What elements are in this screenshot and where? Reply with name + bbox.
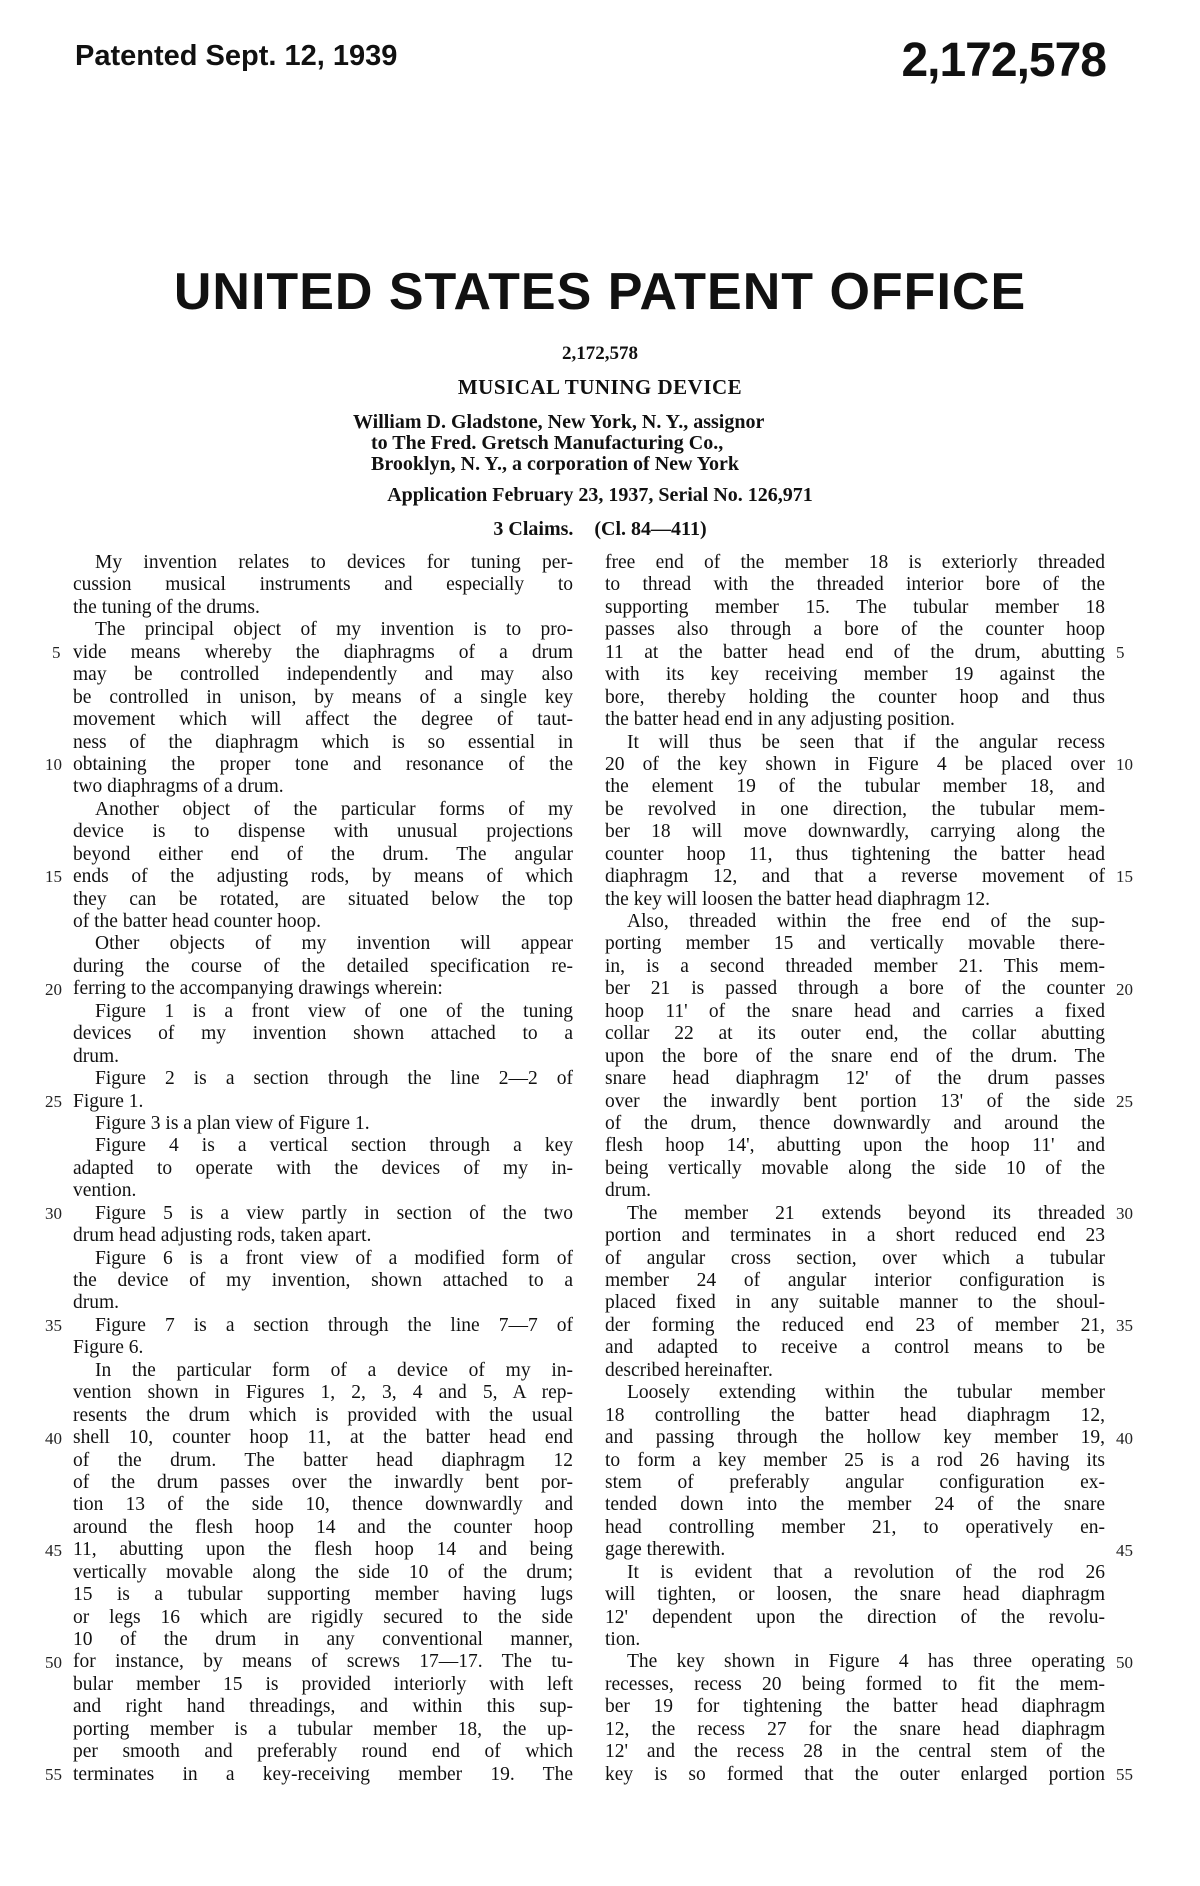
text-line: be controlled in unison, by means of a single key <box>73 686 573 708</box>
text-line: In the particular form of a device of my in- <box>95 1359 573 1381</box>
claims-line <box>0 518 1200 541</box>
line-number-right: 25 <box>1116 1091 1133 1111</box>
line-number-left: 25 <box>45 1091 62 1111</box>
inventor-block <box>353 412 764 475</box>
text-line: with its key receiving member 19 against the <box>605 664 1105 686</box>
text-line: Also, threaded within the free end of the sup- <box>627 911 1105 932</box>
text-line: Other objects of my invention will appear <box>95 933 573 955</box>
right-column <box>605 552 1105 1786</box>
text-line: the element 19 of the tubular member 18, and <box>605 776 1105 798</box>
text-line: 12, the recess 27 for the snare head diaphragm <box>605 1718 1105 1740</box>
text-line: and adapted to receive a control means to be <box>605 1337 1105 1359</box>
text-line: during the course of the detailed specification re- <box>73 955 573 977</box>
text-line: free end of the member 18 is exteriorly threaded <box>605 552 1105 573</box>
text-line: Figure 1. <box>73 1090 144 1112</box>
text-line: head controlling member 21, to operatively en- <box>605 1516 1105 1538</box>
text-line: tion. <box>605 1629 641 1650</box>
text-line: Figure 4 is a vertical section through a key <box>95 1135 573 1157</box>
text-line: the tuning of the drums. <box>73 596 260 618</box>
text-line: snare head diaphragm 12' of the drum passes <box>605 1068 1105 1090</box>
text-line: of the drum, thence downwardly and around the <box>605 1112 1105 1134</box>
classification: (Cl. 84—411) <box>594 518 707 540</box>
text-line: recesses, recess 20 being formed to fit the mem- <box>605 1673 1105 1695</box>
text-line: ferring to the accompanying drawings wherein: <box>73 978 443 1000</box>
text-line: cussion musical instruments and especially to <box>73 574 573 596</box>
text-line: to thread with the threaded interior bore of the <box>605 574 1105 596</box>
patented-date: Patented Sept. 12, 1939 <box>75 40 398 72</box>
text-line: of the batter head counter hoop. <box>73 911 321 932</box>
text-line: for instance, by means of screws 17—17. The tu- <box>73 1651 573 1673</box>
patent-number: 2,172,578 <box>562 343 638 364</box>
text-line: ness of the diaphragm which is so essential in <box>73 731 573 753</box>
text-line: The member 21 extends beyond its threaded <box>627 1202 1105 1224</box>
text-line: stem of preferably angular configuration ex- <box>605 1471 1105 1493</box>
text-line: 18 controlling the batter head diaphragm 12, <box>605 1404 1105 1426</box>
line-number-right: 30 <box>1116 1204 1133 1224</box>
text-line: ber 18 will move downwardly, carrying along the <box>605 821 1105 843</box>
text-line: der forming the reduced end 23 of member 21, <box>605 1314 1105 1336</box>
line-number-left: 30 <box>45 1204 62 1224</box>
text-line: beyond either end of the drum. The angular <box>73 843 573 865</box>
text-line: resents the drum which is provided with the usual <box>73 1404 573 1426</box>
text-line: Figure 6 is a front view of a modified form of <box>95 1247 573 1269</box>
text-line: passes also through a bore of the counter hoop <box>605 619 1105 641</box>
inventor-line: William D. Gladstone, New York, N. Y., assignor <box>353 411 765 433</box>
text-line: ends of the adjusting rods, by means of which <box>73 866 573 888</box>
line-number-right: 15 <box>1116 867 1133 887</box>
text-line: Figure 6. <box>73 1337 144 1359</box>
text-line: Figure 3 is a plan view of Figure 1. <box>95 1112 370 1134</box>
text-line: member 24 of angular interior configuration is <box>605 1270 1105 1291</box>
text-line: two diaphragms of a drum. <box>73 776 284 798</box>
text-line: vide means whereby the diaphragms of a drum <box>73 641 573 663</box>
text-line: drum. <box>73 1045 120 1067</box>
text-line: Figure 5 is a view partly in section of the two <box>95 1202 573 1224</box>
text-line: 10 of the drum in any conventional manner, <box>73 1629 573 1650</box>
line-number-left: 10 <box>45 755 62 775</box>
inventor-line: to The Fred. Gretsch Manufacturing Co., <box>371 432 724 454</box>
line-number-right: 45 <box>1116 1540 1133 1560</box>
text-line: 12' dependent upon the direction of the revolu- <box>605 1606 1105 1628</box>
text-line: adapted to operate with the devices of my in- <box>73 1157 573 1179</box>
text-line: drum head adjusting rods, taken apart. <box>73 1225 372 1247</box>
line-number-left: 20 <box>45 979 62 999</box>
text-line: tended down into the member 24 of the snare <box>605 1494 1105 1516</box>
text-line: 12' and the recess 28 in the central stem of the <box>605 1741 1105 1763</box>
text-line: in, is a second threaded member 21. This mem- <box>605 955 1105 977</box>
text-line: of angular cross section, over which a tubular <box>605 1247 1105 1269</box>
text-line: the batter head end in any adjusting position. <box>605 709 955 731</box>
text-line: vertically movable along the side 10 of the drum; <box>73 1561 573 1583</box>
line-number-left: 35 <box>45 1316 62 1336</box>
line-number-right: 20 <box>1116 979 1133 999</box>
application-line: Application February 23, 1937, Serial No. 126,971 <box>387 484 813 506</box>
text-line: the device of my invention, shown attached to a <box>73 1270 573 1291</box>
line-number-right: 55 <box>1116 1765 1133 1785</box>
line-number-right: 35 <box>1116 1316 1133 1336</box>
text-line: porting member 15 and vertically movable there- <box>605 933 1105 955</box>
text-line: Figure 1 is a front view of one of the tuning <box>95 1000 573 1022</box>
claims-count: 3 Claims. <box>493 518 574 540</box>
text-line: bore, thereby holding the counter hoop and thus <box>605 686 1105 708</box>
text-line: devices of my invention shown attached to a <box>73 1023 573 1045</box>
left-column <box>73 552 573 1786</box>
text-line: counter hoop 11, thus tightening the batter head <box>605 843 1105 865</box>
text-line: the key will loosen the batter head diaphragm 12. <box>605 888 991 910</box>
text-line: tion 13 of the side 10, thence downwardly and <box>73 1494 573 1516</box>
line-number-right: 50 <box>1116 1653 1133 1673</box>
text-line: Figure 7 is a section through the line 7—7 of <box>95 1314 573 1336</box>
text-line: It is evident that a revolution of the rod 26 <box>627 1561 1105 1583</box>
line-number-left: 40 <box>45 1428 62 1448</box>
text-line: flesh hoop 14', abutting upon the hoop 11' and <box>605 1135 1105 1157</box>
line-number-left: 50 <box>45 1653 62 1673</box>
text-line: 11, abutting upon the flesh hoop 14 and being <box>73 1539 573 1561</box>
text-line: may be controlled independently and may also <box>73 664 573 686</box>
text-line: placed fixed in any suitable manner to the shoul- <box>605 1292 1105 1314</box>
text-line: collar 22 at its outer end, the collar abutting <box>605 1023 1105 1045</box>
text-line: movement which will affect the degree of taut- <box>73 709 573 731</box>
text-line: be revolved in one direction, the tubular mem- <box>605 798 1105 820</box>
text-line: diaphragm 12, and that a reverse movement of <box>605 866 1105 888</box>
text-line: The principal object of my invention is to pro- <box>95 619 573 641</box>
text-line: of the drum passes over the inwardly bent por- <box>73 1471 573 1493</box>
text-line: porting member is a tubular member 18, the up- <box>73 1718 573 1740</box>
line-number-left: 5 <box>52 642 61 662</box>
text-line: will tighten, or loosen, the snare head diaphragm <box>605 1584 1105 1606</box>
inventor-line: Brooklyn, N. Y., a corporation of New York <box>371 453 739 475</box>
text-line: ber 21 is passed through a bore of the counter <box>605 978 1105 1000</box>
text-line: and passing through the hollow key member 19, <box>605 1427 1105 1449</box>
line-number-right: 5 <box>1116 642 1125 662</box>
text-line: being vertically movable along the side 10 of the <box>605 1157 1105 1179</box>
text-line: ber 19 for tightening the batter head diaphragm <box>605 1696 1105 1718</box>
line-number-right: 40 <box>1116 1428 1133 1448</box>
text-line: of the drum. The batter head diaphragm 12 <box>73 1449 573 1471</box>
line-number-left: 55 <box>45 1765 62 1785</box>
text-line: they can be rotated, are situated below the top <box>73 888 573 910</box>
line-number-left: 15 <box>45 867 62 887</box>
text-line: 11 at the batter head end of the drum, abutting <box>605 641 1105 663</box>
text-line: or legs 16 which are rigidly secured to the side <box>73 1606 573 1628</box>
text-line: terminates in a key-receiving member 19. The <box>73 1763 573 1785</box>
text-line: My invention relates to devices for tuning per- <box>95 552 573 573</box>
text-line: around the flesh hoop 14 and the counter hoop <box>73 1516 573 1538</box>
text-line: drum. <box>605 1180 652 1202</box>
text-line: shell 10, counter hoop 11, at the batter head end <box>73 1427 573 1449</box>
office-title: UNITED STATES PATENT OFFICE <box>173 263 1027 321</box>
text-line: obtaining the proper tone and resonance of the <box>73 753 573 775</box>
text-line: The key shown in Figure 4 has three operating <box>627 1651 1105 1673</box>
text-line: per smooth and preferably round end of which <box>73 1741 573 1763</box>
text-line: Figure 2 is a section through the line 2—2 of <box>95 1068 573 1090</box>
text-line: bular member 15 is provided interiorly with left <box>73 1673 573 1695</box>
text-line: 15 is a tubular supporting member having lugs <box>73 1584 573 1606</box>
text-line: and right hand threadings, and within this sup- <box>73 1696 573 1718</box>
text-line: hoop 11' of the snare head and carries a fixed <box>605 1000 1105 1022</box>
header-patent-number: 2,172,578 <box>901 34 1106 87</box>
text-line: over the inwardly bent portion 13' of the side <box>605 1090 1105 1112</box>
text-line: portion and terminates in a short reduced end 23 <box>605 1225 1105 1247</box>
text-line: 20 of the key shown in Figure 4 be placed over <box>605 753 1105 775</box>
text-line: It will thus be seen that if the angular recess <box>627 731 1105 753</box>
text-line: gage therewith. <box>605 1539 726 1561</box>
text-line: Another object of the particular forms of my <box>95 798 573 820</box>
text-line: key is so formed that the outer enlarged portion <box>605 1763 1105 1785</box>
patent-title: MUSICAL TUNING DEVICE <box>457 375 743 399</box>
text-line: drum. <box>73 1292 120 1314</box>
text-line: supporting member 15. The tubular member 18 <box>605 596 1105 618</box>
text-line: described hereinafter. <box>605 1359 773 1381</box>
text-line: vention. <box>73 1180 137 1202</box>
text-line: Loosely extending within the tubular member <box>627 1382 1105 1404</box>
text-line: to form a key member 25 is a rod 26 having its <box>605 1449 1105 1471</box>
text-line: vention shown in Figures 1, 2, 3, 4 and 5, A rep- <box>73 1382 573 1404</box>
text-line: device is to dispense with unusual projections <box>73 821 573 843</box>
text-line: upon the bore of the snare end of the drum. The <box>605 1045 1105 1067</box>
line-number-left: 45 <box>45 1540 62 1560</box>
line-number-right: 10 <box>1116 755 1133 775</box>
